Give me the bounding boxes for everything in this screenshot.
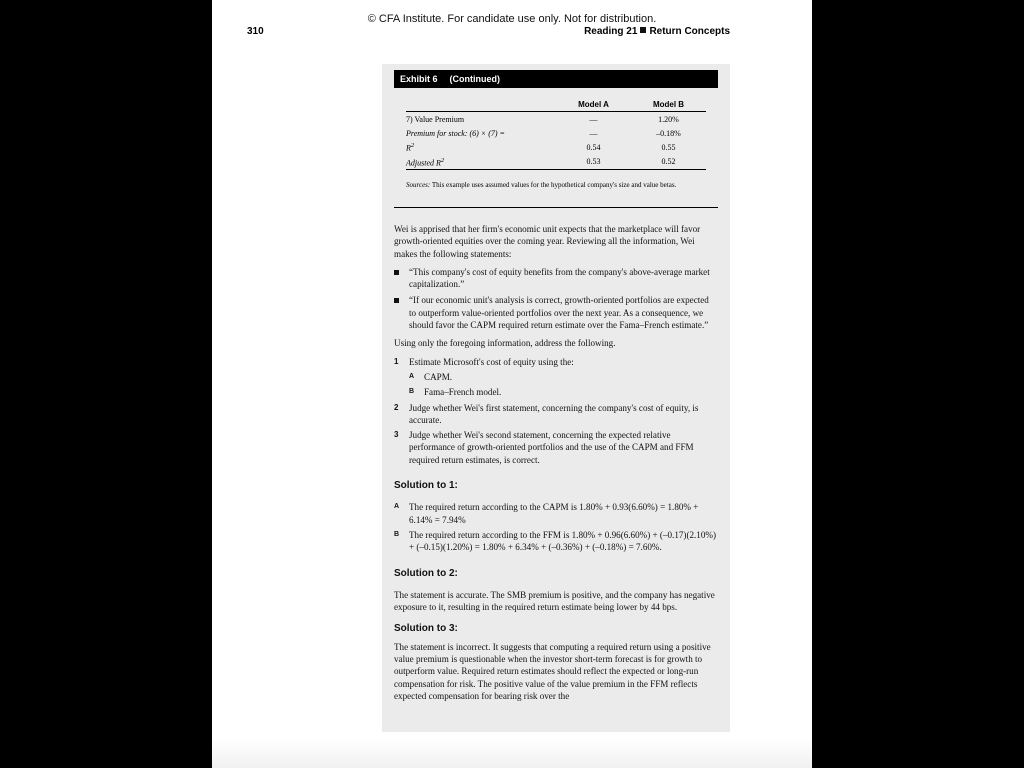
question-item xyxy=(394,429,718,466)
sources-label: Sources: xyxy=(406,181,431,189)
bullet-icon xyxy=(394,270,399,275)
exhibit-label: Exhibit 6 xyxy=(400,74,438,84)
sources-text: This example uses assumed values for the hypothetical company's size and value betas. xyxy=(431,181,677,189)
question-number: 2 xyxy=(394,402,399,412)
intro-paragraph: Wei is apprised that her firm's economic unit expects that the marketplace will favor growth-oriented equities over the coming year. Reviewing all the information, Wei makes the following statements: xyxy=(394,224,701,259)
cell-model-b: –0.18% xyxy=(656,128,681,138)
table-row xyxy=(406,126,706,140)
cell-model-b: 0.55 xyxy=(661,142,676,152)
square-separator-icon xyxy=(640,27,646,33)
running-head xyxy=(584,26,730,37)
column-header-model-b: Model B xyxy=(631,98,706,112)
reading-title: Return Concepts xyxy=(649,26,730,37)
exhibit-sources xyxy=(406,181,711,190)
row-label xyxy=(406,140,556,155)
question-subitem xyxy=(394,386,718,398)
bullet-icon xyxy=(394,298,399,303)
cell-model-b: 1.20% xyxy=(658,114,679,124)
superscript: 2 xyxy=(410,142,415,149)
question-text: Judge whether Wei's first statement, concerning the company's cost of equity, is accurate. xyxy=(409,402,699,425)
copyright-notice: © CFA Institute. For candidate use only. Not for distribution. xyxy=(367,13,657,25)
table-row xyxy=(406,140,706,155)
exhibit-table xyxy=(406,98,706,170)
exhibit-title-bar xyxy=(394,70,718,88)
row-label: 7) Value Premium xyxy=(406,114,465,124)
solution-text: The required return according to the FFM is 1.80% + 0.96(6.60%) + (–0.17)(2.10%) + (–0.15)(1.20%) = 1.80% + 6.34% + (–0.36%) + (–0.18%) = 7.60%. xyxy=(409,529,716,553)
cell-model-a: 0.54 xyxy=(586,142,601,152)
list-item xyxy=(394,266,718,291)
solution-letter: B xyxy=(394,530,400,538)
list-item xyxy=(394,294,718,331)
cell-model-b: 0.52 xyxy=(631,155,706,170)
exhibit-continued: (Continued) xyxy=(449,74,500,84)
superscript: 2 xyxy=(440,156,445,164)
solution-text: The required return according to the CAPM is 1.80% + 0.93(6.60%) = 1.80% + 6.14% = 7.94% xyxy=(409,502,699,525)
solution-letter: A xyxy=(394,503,400,511)
row-label-text: Adjusted R xyxy=(406,158,441,168)
cell-model-a: 0.53 xyxy=(556,155,631,170)
question-text: Estimate Microsoft's cost of equity using the: xyxy=(409,356,574,367)
content-block xyxy=(382,64,730,732)
row-label-text: R xyxy=(406,143,411,153)
question-item xyxy=(394,402,718,427)
page-number: 310 xyxy=(247,26,264,37)
cell-model-a: — xyxy=(589,114,598,124)
cell-model-a: — xyxy=(589,128,598,138)
page-bottom-shadow xyxy=(212,738,812,768)
reading-label: Reading 21 xyxy=(584,26,638,37)
row-label: Premium for stock: (6) × (7) = xyxy=(406,128,505,138)
solution-item xyxy=(394,529,718,554)
statement-text: “If our economic unit's analysis is correct, growth-oriented portfolios are expected to outperform value-oriented portfolios over the next year. As a consequence, we should favor the CAPM required return estimate over the Fama–French estimate.” xyxy=(409,295,709,331)
solution-item xyxy=(394,501,718,526)
solution-3-text: The statement is incorrect. It suggests that computing a required return using a positive value premium is questionable when the investor short-term forecast is for growth to outperform value. Required return estimates should reflect the expected or long-run compensation for risk. The positive value of the value premium in the FFM reflects expected compensation for bearing risk over the xyxy=(394,641,711,701)
question-text: Judge whether Wei's second statement, concerning the expected relative performance of growth-oriented portfolios and the use of the CAPM and FFM required return estimates, is correct. xyxy=(409,430,694,465)
question-subitem xyxy=(394,371,718,383)
question-text: Fama–French model. xyxy=(424,387,502,398)
body-text xyxy=(394,223,718,708)
question-number: 3 xyxy=(394,430,399,440)
instruction-paragraph: Using only the foregoing information, address the following. xyxy=(394,338,616,349)
table-row xyxy=(406,155,706,170)
solution-2-text: The statement is accurate. The SMB premium is positive, and the company has negative exposure to it, resulting in the required return estimate being lower by 44 bps. xyxy=(394,589,715,613)
row-label xyxy=(406,155,556,170)
column-header xyxy=(406,98,556,112)
question-text: CAPM. xyxy=(424,371,453,382)
question-item xyxy=(394,356,718,368)
solution-2-heading: Solution to 2: xyxy=(394,567,458,579)
solution-3-heading: Solution to 3: xyxy=(394,623,458,635)
question-letter: A xyxy=(409,372,415,380)
table-row xyxy=(406,112,706,127)
solution-1-heading: Solution to 1: xyxy=(394,480,458,492)
divider xyxy=(394,207,718,208)
column-header-model-a: Model A xyxy=(556,98,631,112)
document-page xyxy=(212,0,812,768)
question-letter: B xyxy=(409,388,415,396)
statement-text: “This company's cost of equity benefits from the company's above-average market capitalization.” xyxy=(409,266,710,290)
question-number: 1 xyxy=(394,356,399,366)
